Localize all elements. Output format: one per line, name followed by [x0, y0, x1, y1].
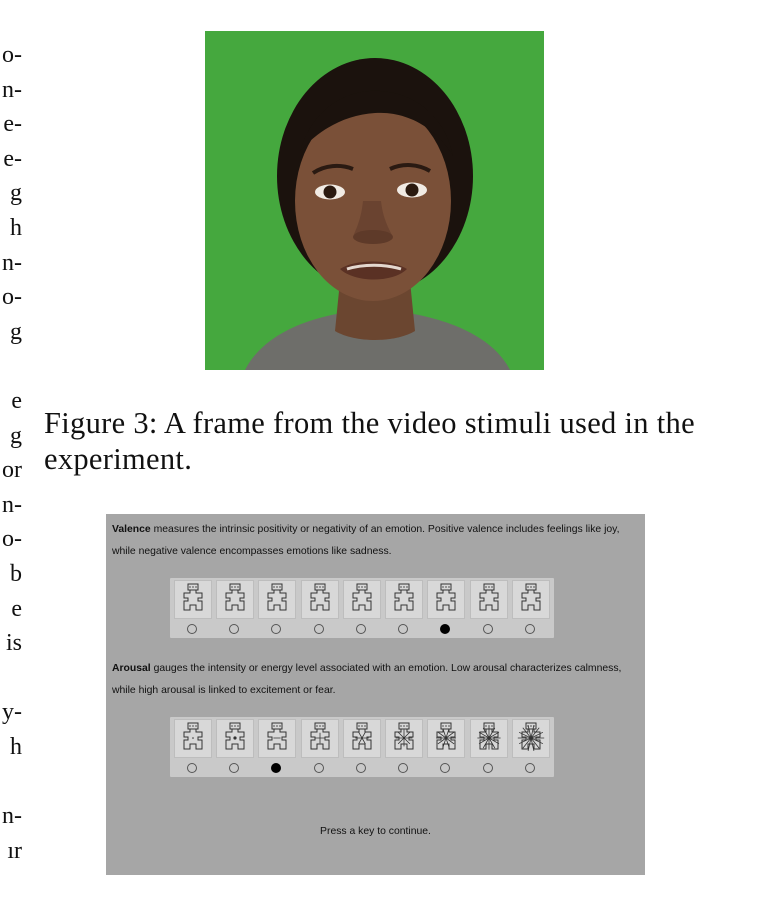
valence-radio-button[interactable] — [187, 624, 197, 634]
left-column-line: e- — [3, 145, 22, 172]
arousal-option[interactable] — [425, 719, 467, 777]
valence-radio-button[interactable] — [356, 624, 366, 634]
arousal-manikin — [385, 719, 423, 758]
arousal-radio-button[interactable] — [271, 763, 281, 773]
valence-manikin — [470, 580, 508, 619]
manikin-icon — [217, 581, 253, 618]
arousal-scale — [170, 717, 554, 777]
left-column-line — [0, 349, 22, 384]
valence-option[interactable] — [214, 580, 256, 638]
valence-manikin — [427, 580, 465, 619]
manikin-icon — [471, 720, 507, 757]
arousal-manikin — [301, 719, 339, 758]
left-column-line: n- — [2, 803, 22, 830]
arousal-option[interactable] — [299, 719, 341, 777]
manikin-icon — [471, 581, 507, 618]
manikin-icon — [217, 720, 253, 757]
arousal-manikin — [343, 719, 381, 758]
valence-option[interactable] — [341, 580, 383, 638]
arousal-manikin — [258, 719, 296, 758]
left-column-line: is — [5, 630, 22, 657]
valence-radio-button[interactable] — [314, 624, 324, 634]
face-illustration — [205, 31, 544, 370]
manikin-icon — [259, 581, 295, 618]
arousal-manikin — [470, 719, 508, 758]
valence-manikin — [301, 580, 339, 619]
video-frame-image — [205, 31, 544, 370]
valence-option[interactable] — [425, 580, 467, 638]
arousal-option[interactable] — [256, 719, 298, 777]
left-column-line: g — [10, 180, 22, 207]
valence-option[interactable] — [256, 580, 298, 638]
arousal-radio-button[interactable] — [398, 763, 408, 773]
arousal-radio-button[interactable] — [525, 763, 535, 773]
left-column-line: e- — [3, 111, 22, 138]
figure-caption: Figure 3: A frame from the video stimuli used in the experiment. — [44, 406, 695, 476]
left-column-line: or — [2, 457, 22, 484]
valence-radio-button[interactable] — [440, 624, 450, 634]
valence-manikin — [385, 580, 423, 619]
arousal-radio-button[interactable] — [440, 763, 450, 773]
valence-radio-button[interactable] — [525, 624, 535, 634]
arousal-radio-button[interactable] — [483, 763, 493, 773]
valence-option[interactable] — [383, 580, 425, 638]
manikin-icon — [428, 581, 464, 618]
arousal-option[interactable] — [341, 719, 383, 777]
arousal-radio-button[interactable] — [314, 763, 324, 773]
valence-manikin — [512, 580, 550, 619]
left-column-line — [0, 764, 22, 799]
manikin-icon — [302, 720, 338, 757]
left-column-line: n- — [2, 249, 22, 276]
arousal-manikin — [174, 719, 212, 758]
manikin-icon — [175, 720, 211, 757]
arousal-radio-button[interactable] — [356, 763, 366, 773]
arousal-option[interactable] — [214, 719, 256, 777]
left-column-line: e — [11, 595, 22, 622]
arousal-term: Arousal — [112, 663, 151, 674]
valence-radio-button[interactable] — [229, 624, 239, 634]
arousal-option[interactable] — [383, 719, 425, 777]
manikin-icon — [344, 581, 380, 618]
left-column-line: ır — [7, 837, 22, 864]
valence-option[interactable] — [172, 580, 214, 638]
arousal-text: gauges the intensity or energy level associated with an emotion. Low arousal characterizes calmness, while high arousal is linked to excitement or fear. — [112, 663, 622, 696]
valence-description — [112, 519, 640, 563]
valence-manikin — [216, 580, 254, 619]
left-column-line: n- — [2, 491, 22, 518]
arousal-radio-button[interactable] — [229, 763, 239, 773]
left-column-line: h — [10, 214, 22, 241]
left-column-line: y- — [2, 699, 22, 726]
continue-prompt: Press a key to continue. — [320, 826, 431, 837]
valence-term: Valence — [112, 524, 151, 535]
left-column-line — [0, 661, 22, 696]
manikin-icon — [175, 581, 211, 618]
left-column-text — [0, 38, 22, 868]
arousal-manikin — [216, 719, 254, 758]
manikin-icon — [386, 581, 422, 618]
left-column-line: h — [10, 733, 22, 760]
valence-option[interactable] — [510, 580, 552, 638]
left-column-line: n- — [2, 76, 22, 103]
left-column-line: g — [10, 318, 22, 345]
manikin-icon — [386, 720, 422, 757]
valence-option[interactable] — [468, 580, 510, 638]
valence-radio-button[interactable] — [483, 624, 493, 634]
valence-manikin — [174, 580, 212, 619]
left-column-line: b — [10, 560, 22, 587]
left-column-line: e — [11, 387, 22, 414]
valence-radio-button[interactable] — [398, 624, 408, 634]
manikin-icon — [344, 720, 380, 757]
manikin-icon — [513, 720, 549, 757]
rating-screen — [106, 514, 645, 875]
arousal-manikin — [427, 719, 465, 758]
valence-radio-button[interactable] — [271, 624, 281, 634]
arousal-description — [112, 658, 640, 702]
valence-scale — [170, 578, 554, 638]
valence-option[interactable] — [299, 580, 341, 638]
manikin-icon — [259, 720, 295, 757]
manikin-icon — [428, 720, 464, 757]
valence-manikin — [343, 580, 381, 619]
manikin-icon — [302, 581, 338, 618]
arousal-option[interactable] — [468, 719, 510, 777]
manikin-icon — [513, 581, 549, 618]
arousal-radio-button[interactable] — [187, 763, 197, 773]
arousal-manikin — [512, 719, 550, 758]
valence-text: measures the intrinsic positivity or negativity of an emotion. Positive valence includes feelings like joy, while negative valence encompasses emotions like sadness. — [112, 524, 620, 557]
left-column-line: g — [10, 422, 22, 449]
valence-manikin — [258, 580, 296, 619]
left-column-line: o- — [2, 526, 22, 553]
arousal-option[interactable] — [172, 719, 214, 777]
arousal-option[interactable] — [510, 719, 552, 777]
left-column-line: o- — [2, 42, 22, 68]
left-column-line: o- — [2, 284, 22, 311]
